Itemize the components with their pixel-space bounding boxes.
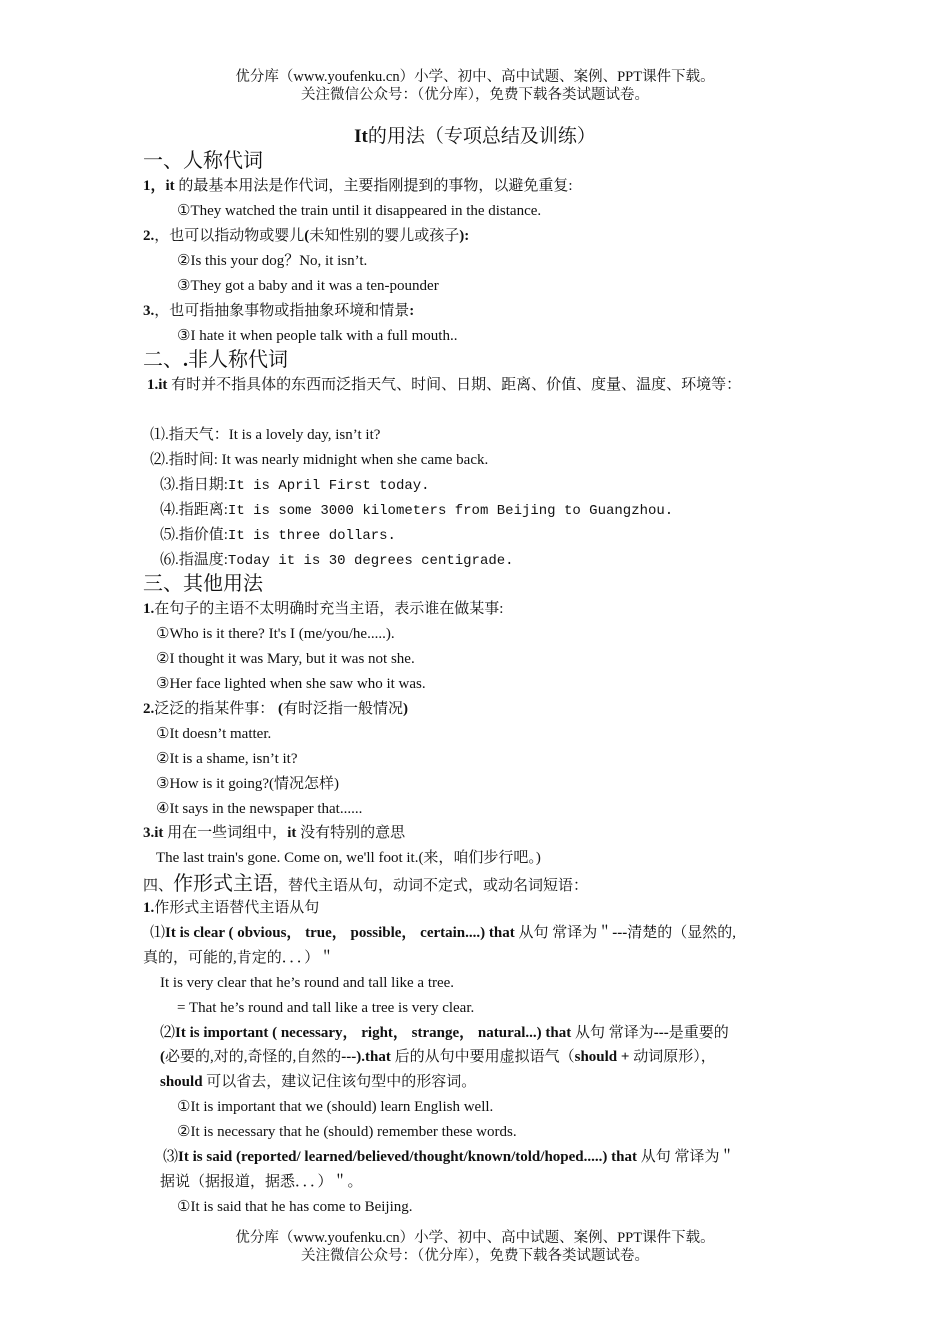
s3-example-3: ③Her face lighted when she saw who it was. [156, 676, 426, 692]
s4-item-c-line-1 [163, 1147, 734, 1167]
s4-b-bold2: --- [653, 1025, 669, 1041]
s2-item-time: ⑵.指时间: It was nearly midnight when she came back. [150, 452, 489, 468]
s1-example-1: ①They watched the train until it disappeared in the distance. [177, 203, 542, 219]
s1-p3-text: ，也可指抽象事物或指抽象环境和情景 [154, 303, 410, 319]
s3-p3-text2: 没有特别的意思 [296, 825, 406, 841]
s4-c-text: 从句 常译为＂ [636, 1149, 735, 1165]
s4-b-example-2: ②It is necessary that he (should) remember these words. [177, 1124, 517, 1140]
s4-b-line3-text: 可以省去，建议记住该句型中的形容词。 [202, 1074, 477, 1090]
s1-p3-bold: : [409, 303, 415, 319]
s2-heading-bold: . [183, 349, 188, 371]
s4-a-bold: It is clear ( obvious， true， possible， certain....) that [165, 925, 515, 941]
s4-b-line2-b2: ---).that [341, 1049, 391, 1065]
title-bold: It [354, 126, 368, 147]
s3-p2-text2: 有时泛指一般情况 [283, 701, 404, 717]
s4-heading-pre: 四、 [143, 878, 174, 894]
s3-p3-num: 3.it [143, 825, 164, 841]
s3-paragraph-1 [143, 599, 503, 619]
s3-p1-num: 1. [143, 601, 155, 617]
s2-item-date-en: It is April First today. [227, 478, 430, 494]
s2-item-distance-cn: ⑷.指距离: [160, 502, 228, 518]
s2-item-temperature-en: Today it is 30 degrees centigrade. [227, 553, 514, 569]
s4-a-bold2: --- [612, 925, 628, 941]
s2-paragraph-1 [147, 375, 741, 395]
s2-item-distance [160, 500, 673, 521]
s4-item-a-line-2: 真的，可能的,肯定的．．．）＂ [143, 950, 335, 966]
s1-p3-num: 3. [143, 303, 155, 319]
s1-p1-text: 的最基本用法是作代词，主要指刚提到的事物，以避免重复: [174, 178, 573, 194]
s4-b-bold: It is important ( necessary， right， strange， natural...) that [175, 1025, 572, 1041]
s1-example-4: ③I hate it when people talk with a full mouth.. [177, 328, 458, 344]
s2-item-value [160, 525, 396, 546]
s1-paragraph-3 [143, 301, 414, 321]
s2-p1-num: 1.it [147, 377, 168, 393]
s2-item-weather: ⑴.指天气：It is a lovely day, isn’t it? [150, 427, 381, 443]
s1-paragraph-2 [143, 226, 469, 246]
s2-item-temperature-cn: ⑹.指温度: [160, 552, 228, 568]
footer-line-2: 关注微信公众号：（优分库），免费下载各类试题试卷。 [301, 1248, 649, 1264]
s4-a-example-2: = That he’s round and tall like a tree is very clear. [177, 1000, 475, 1016]
s4-b-line2-t3: 动词原形）， [629, 1049, 716, 1065]
s4-b-line2-t1: 必要的,对的,奇怪的,自然的 [165, 1049, 342, 1065]
s4-p1-num: 1. [143, 900, 155, 916]
s1-example-2: ②Is this your dog？No, it isn’t. [177, 253, 368, 269]
s3-p2-text: 泛泛的指某件事： [154, 701, 275, 717]
s3-p2-bold2: ) [403, 701, 409, 717]
s3-paragraph-3 [143, 823, 405, 843]
s1-p2-num: 2. [143, 228, 155, 244]
s4-b-text2: 是重要的 [668, 1025, 729, 1041]
s4-b-text: 从句 常译为 [571, 1025, 654, 1041]
s3-example-2: ②I thought it was Mary, but it was not she. [156, 651, 415, 667]
s3-p1-text: 在句子的主语不太明确时充当主语，表示谁在做某事: [154, 601, 504, 617]
s4-b-num: ⑵ [160, 1025, 176, 1041]
s1-p2-text2: 未知性别的婴儿或孩子 [309, 228, 460, 244]
s1-paragraph-1 [143, 176, 573, 196]
s4-heading-post: ，替代主语从句，动词不定式，或动名词短语： [273, 878, 589, 894]
s2-heading-pre: 二、 [143, 349, 183, 371]
s2-p1-text: 有时并不指具体的东西而泛指天气、时间、日期、距离、价值、度量、温度、环境等： [167, 377, 742, 393]
section-4-heading [143, 872, 588, 898]
s4-b-line2-b3: should + [574, 1049, 630, 1065]
s2-heading-text: 非人称代词 [188, 349, 288, 371]
s4-a-num: ⑴ [150, 925, 166, 941]
s4-item-a-line-1 [150, 923, 736, 943]
footer-line-1: 优分库（www.youfenku.cn）小学、初中、高中试题、案例、PPT课件下载。 [235, 1230, 715, 1246]
s3-example-1: ①Who is it there? It's I (me/you/he.....). [156, 626, 395, 642]
s1-p2-bold: ( [304, 228, 310, 244]
s3-p2-bold: ( [274, 701, 284, 717]
s4-a-example-1: It is very clear that he’s round and tall like a tree. [160, 975, 455, 991]
s4-a-text2: 清楚的（显然的, [627, 925, 736, 941]
s1-p2-bold2: ): [459, 228, 470, 244]
s2-item-date-cn: ⑶.指日期: [160, 477, 228, 493]
s1-p2-text: ，也可以指动物或婴儿 [154, 228, 305, 244]
header-line-1: 优分库（www.youfenku.cn）小学、初中、高中试题、案例、PPT课件下载。 [235, 69, 715, 85]
s2-item-distance-en: It is some 3000 kilometers from Beijing to Guangzhou. [227, 503, 674, 519]
section-2-heading [143, 347, 288, 373]
section-3-heading: 三、其他用法 [143, 573, 263, 595]
s3-example-4: ①It doesn’t matter. [156, 726, 272, 742]
s3-p3-text: 用在一些词组中， [163, 825, 288, 841]
s4-paragraph-1 [143, 898, 319, 918]
s3-example-5: ②It is a shame, isn’t it? [156, 751, 298, 767]
s3-p2-num: 2. [143, 701, 155, 717]
s3-example-7: ④It says in the newspaper that...... [156, 801, 363, 817]
s4-b-example-1: ①It is important that we (should) learn English well. [177, 1099, 494, 1115]
s4-a-text: 从句 常译为＂ [514, 925, 613, 941]
s2-item-value-cn: ⑸.指价值: [160, 527, 228, 543]
s1-example-3: ③They got a baby and it was a ten-pounder [177, 278, 439, 294]
s4-c-example-1: ①It is said that he has come to Beijing. [177, 1199, 413, 1215]
page-title [0, 124, 950, 150]
s4-p1-text: 作形式主语替代主语从句 [154, 900, 320, 916]
header-line-2: 关注微信公众号：（优分库），免费下载各类试题试卷。 [301, 87, 649, 103]
s4-item-c-line-2: 据说（据报道，据悉．．．）＂。 [160, 1174, 363, 1190]
s4-heading-text: 作形式主语 [173, 873, 274, 895]
s3-p3-bold: it [287, 825, 297, 841]
s2-item-date [160, 475, 430, 496]
s4-b-line3-bold: should [160, 1074, 203, 1090]
s4-c-num: ⑶ [163, 1149, 179, 1165]
s2-item-temperature [160, 550, 514, 571]
s4-item-b-line-2 [160, 1047, 716, 1067]
s4-item-b-line-1 [160, 1023, 729, 1043]
s1-p1-num: 1，it [143, 178, 175, 194]
title-rest: 的用法（专项总结及训练） [367, 126, 596, 147]
section-1-heading: 一、人称代词 [143, 150, 263, 172]
s3-example-8: The last train's gone. Come on, we'll foot it.(来，咱们步行吧。) [156, 850, 541, 866]
s4-c-bold: It is said (reported/ learned/believed/thought/known/told/hoped.....) that [178, 1149, 637, 1165]
s3-paragraph-2 [143, 699, 408, 719]
s4-b-line2-t2: 后的从句中要用虚拟语气（ [390, 1049, 575, 1065]
s4-item-b-line-3 [160, 1072, 476, 1092]
s2-item-value-en: It is three dollars. [227, 528, 396, 544]
s4-b-line2-b1: ( [160, 1049, 165, 1065]
s3-example-6: ③How is it going?(情况怎样) [156, 776, 340, 792]
